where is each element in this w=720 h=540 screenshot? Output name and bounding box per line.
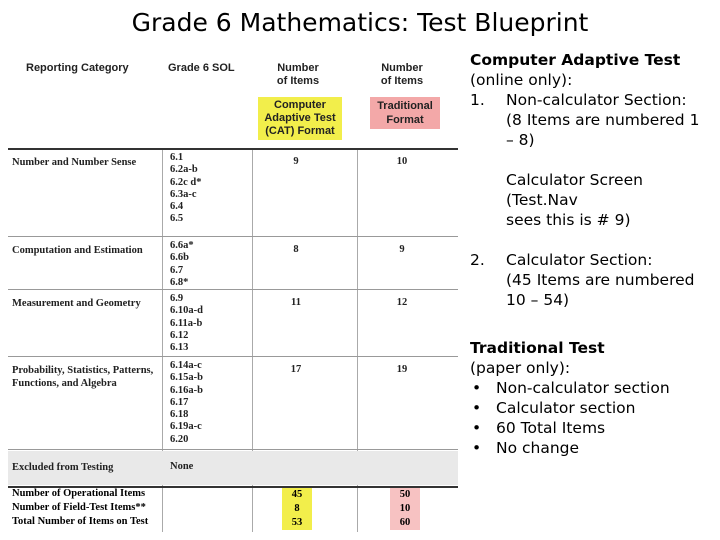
bullet-icon: •: [472, 399, 482, 417]
trad-item-count: 10: [396, 156, 408, 167]
badge-line: (CAT) Format: [265, 125, 335, 137]
sol-item: 6.13: [170, 342, 189, 354]
badge-line: Format: [386, 114, 424, 126]
bullet-item: [470, 378, 714, 398]
list-line: – 8): [506, 131, 535, 149]
sol-item: 6.11a-b: [170, 317, 203, 329]
sol-item: 6.5: [170, 213, 184, 225]
list-marker: 2.: [470, 251, 485, 269]
row-category: Computation and Estimation: [12, 245, 143, 256]
traditional-heading: Traditional Test: [470, 339, 605, 357]
row-category: Number and Number Sense: [12, 157, 137, 168]
slide-title: Grade 6 Mathematics: Test Blueprint: [131, 8, 589, 37]
bullet-item: [470, 398, 714, 418]
sol-item: 6.2a-b: [170, 164, 198, 176]
cat-total: 45: [282, 488, 312, 502]
bullet-text: Non-calculator section: [496, 379, 670, 397]
sol-item: 6.15a-b: [170, 372, 203, 384]
sol-item: 6.2c d*: [170, 176, 202, 188]
table-row: [8, 358, 458, 448]
sol-item: 6.12: [170, 329, 189, 341]
calculator-screen-note: [470, 170, 714, 230]
row-sols: [170, 152, 258, 226]
sol-item: 6.19a-c: [170, 421, 202, 433]
row-category: Measurement and Geometry: [12, 298, 141, 309]
bullet-text: No change: [496, 439, 580, 457]
list-line: 10 – 54): [506, 291, 570, 309]
row-sols: [170, 293, 258, 354]
bullet-icon: •: [472, 379, 482, 397]
sol-item: 6.6a*: [170, 240, 194, 251]
list-line: Calculator Section:: [506, 251, 653, 269]
spacer: [470, 230, 714, 250]
table-row: [8, 291, 458, 355]
list-marker: 1.: [470, 91, 485, 109]
spacer: [470, 150, 714, 170]
table-header: [8, 44, 458, 150]
header-reporting-category: Reporting Category: [26, 62, 129, 74]
row-divider: [8, 356, 458, 357]
sol-item: 6.3a-c: [170, 188, 197, 200]
header-line: Number: [381, 62, 423, 74]
sol-item: 6.8*: [170, 276, 189, 288]
table-row-excluded: [8, 451, 458, 485]
list-item-noncalculator: [470, 90, 714, 150]
cat-item-count: 9: [293, 156, 299, 167]
cat-item-count: 11: [291, 297, 301, 308]
header-grade-6-sol: Grade 6 SOL: [168, 62, 235, 74]
note-line: Calculator Screen: [506, 171, 643, 189]
row-category: Probability, Statistics, Patterns, Functions, and Algebra: [12, 365, 154, 389]
totals-row: [8, 488, 458, 502]
cat-total: 8: [282, 502, 312, 516]
traditional-subheading: (paper only):: [470, 359, 571, 377]
header-trad-number-of-items: [362, 62, 442, 88]
row-divider: [8, 289, 458, 290]
list-line: Non-calculator Section:: [506, 91, 687, 109]
badge-line: Traditional: [377, 100, 433, 112]
header-line: Number: [277, 62, 319, 74]
row-divider: [8, 236, 458, 237]
sol-item: 6.6b: [170, 252, 189, 264]
trad-total: 60: [390, 516, 420, 530]
sol-item: 6.14a-c: [170, 360, 202, 371]
test-blueprint-table: [8, 44, 458, 532]
row-sols: [170, 240, 258, 289]
trad-item-count: 19: [396, 364, 408, 375]
cat-format-badge: [258, 97, 342, 140]
row-sols: [170, 360, 258, 446]
sol-item: None: [170, 461, 194, 472]
sol-item: 6.20: [170, 433, 189, 445]
cat-total: 53: [282, 516, 312, 530]
row-divider: [8, 449, 458, 450]
list-line: (8 Items are numbered 1: [506, 111, 700, 129]
totals-row: [8, 516, 458, 530]
bullet-icon: •: [472, 439, 482, 457]
note-line: sees this is # 9): [506, 211, 631, 229]
test-format-notes: [470, 50, 714, 458]
cat-item-count: 17: [290, 364, 302, 375]
bullet-item: [470, 438, 714, 458]
header-line: of Items: [380, 75, 424, 87]
row-category: Excluded from Testing: [12, 462, 114, 473]
totals-section: [8, 487, 458, 532]
bullet-text: 60 Total Items: [496, 419, 606, 437]
badge-line: Adaptive Test: [264, 112, 336, 124]
totals-label: Total Number of Items on Test: [12, 516, 149, 527]
bullet-text: Calculator section: [496, 399, 636, 417]
traditional-format-badge: [370, 97, 440, 129]
trad-item-count: 9: [399, 244, 405, 255]
totals-label: Number of Operational Items: [12, 488, 146, 499]
table-row: [8, 150, 458, 236]
sol-item: 6.7: [170, 264, 184, 276]
sol-item: 6.18: [170, 409, 189, 421]
sol-item: 6.10a-d: [170, 305, 203, 317]
trad-total: 50: [390, 488, 420, 502]
sol-item: 6.4: [170, 201, 184, 213]
totals-row: [8, 502, 458, 516]
cat-heading: Computer Adaptive Test: [470, 51, 681, 69]
bullet-item: [470, 418, 714, 438]
trad-item-count: 12: [396, 297, 408, 308]
bullet-icon: •: [472, 419, 482, 437]
list-item-calculator: [470, 250, 714, 310]
trad-total: 10: [390, 502, 420, 516]
sol-item: 6.1: [170, 152, 184, 163]
cat-subheading: (online only):: [470, 71, 573, 89]
row-sols: [170, 461, 258, 473]
list-line: (45 Items are numbered: [506, 271, 695, 289]
badge-line: Computer: [274, 99, 326, 111]
spacer: [470, 310, 714, 338]
table-row: [8, 238, 458, 288]
sol-item: 6.16a-b: [170, 384, 203, 396]
header-line: of Items: [276, 75, 320, 87]
sol-item: 6.9: [170, 293, 184, 304]
totals-label: Number of Field-Test Items**: [12, 502, 146, 513]
note-line: (Test.Nav: [506, 191, 578, 209]
cat-item-count: 8: [293, 244, 299, 255]
sol-item: 6.17: [170, 396, 189, 408]
header-cat-number-of-items: [258, 62, 338, 88]
